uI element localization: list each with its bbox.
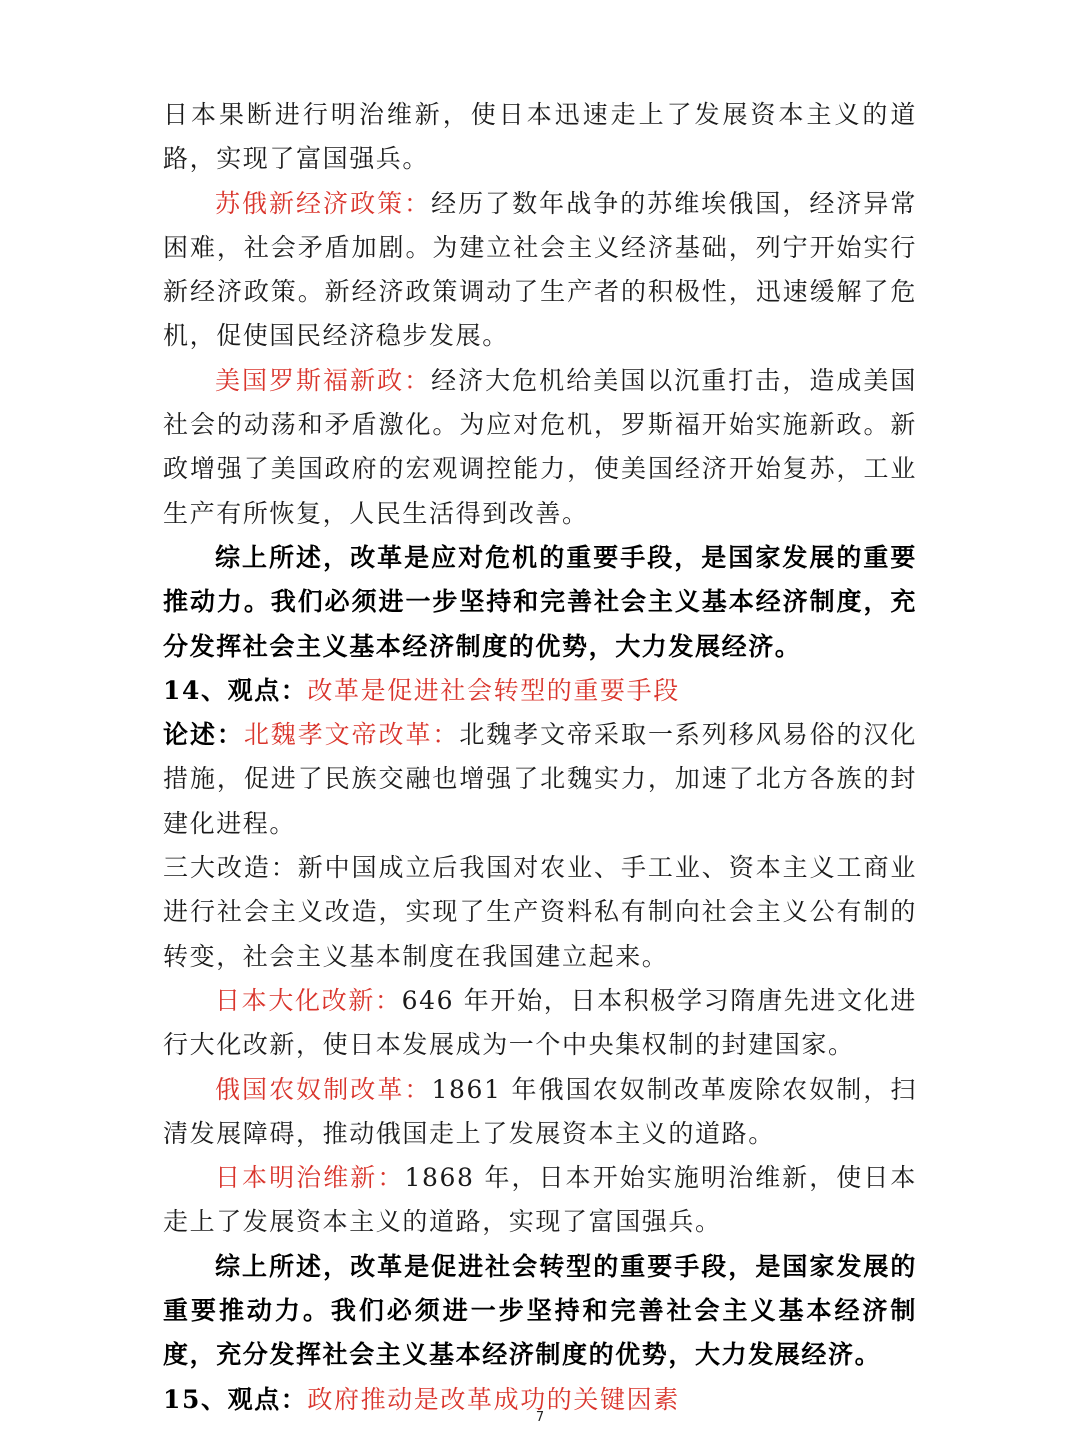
point-15-title: 政府推动是改革成功的关键因素 xyxy=(307,1384,680,1414)
section-paragraph-meiji xyxy=(163,1156,917,1245)
point-14-heading xyxy=(163,669,917,713)
lunshu-label: 论述： xyxy=(163,720,244,750)
section-paragraph-serf-reform xyxy=(163,1068,917,1157)
body-soviet-nep: 经历了数年战争的苏维埃俄国，经济异常困难，社会矛盾加剧。为建立社会主义经济基础，列宁开始实行新经济政策。新经济政策调动了生产者的积极性，迅速缓解了危机，促使国民经济稳步发展。 xyxy=(163,188,917,351)
document-body xyxy=(163,93,917,1422)
section-paragraph-soviet-nep xyxy=(163,182,917,359)
body-serf-reform: 1861 年俄国农奴制改革废除农奴制，扫清发展障碍，推动俄国走上了发展资本主义的道路。 xyxy=(163,1074,917,1148)
point-14-title: 改革是促进社会转型的重要手段 xyxy=(307,675,680,705)
body-taika: 646 年开始，日本积极学习隋唐先进文化进行大化改新，使日本发展成为一个中央集权制的封建国家。 xyxy=(163,985,918,1060)
body-xiaowen-reform: 北魏孝文帝采取一系列移风易俗的汉化措施，促进了民族交融也增强了北魏实力，加速了北方各族的封建化进程。 xyxy=(163,720,917,838)
summary-13: 综上所述，改革是应对危机的重要手段，是国家发展的重要推动力。我们必须进一步坚持和完善社会主义基本经济制度，充分发挥社会主义基本经济制度的优势，大力发展经济。 xyxy=(163,542,917,661)
page-number: 7 xyxy=(535,1410,545,1425)
intro-text: 日本果断进行明治维新，使日本迅速走上了发展资本主义的道路，实现了富国强兵。 xyxy=(163,100,917,174)
term-serf-reform: 俄国农奴制改革： xyxy=(215,1074,432,1104)
summary-14: 综上所述，改革是促进社会转型的重要手段，是国家发展的重要推动力。我们必须进一步坚持和完善社会主义基本经济制度，充分发挥社会主义基本经济制度的优势，大力发展经济。 xyxy=(163,1251,917,1370)
body-meiji: 1868 年，日本开始实施明治维新，使日本走上了发展资本主义的道路，实现了富国强兵。 xyxy=(163,1163,917,1237)
intro-paragraph xyxy=(163,93,917,182)
body-new-deal: 经济大危机给美国以沉重打击，造成美国社会的动荡和矛盾激化。为应对危机，罗斯福开始实施新政。新政增强了美国政府的宏观调控能力，使美国经济开始复苏，工业生产有所恢复，人民生活得到改善。 xyxy=(163,365,917,528)
point-14-label: 14、观点： xyxy=(163,675,308,705)
section-paragraph-taika xyxy=(163,979,917,1068)
term-soviet-nep: 苏俄新经济政策： xyxy=(215,188,432,218)
point-14-first-paragraph xyxy=(163,713,917,846)
term-xiaowen-reform: 北魏孝文帝改革： xyxy=(243,720,460,750)
term-taika: 日本大化改新： xyxy=(215,985,402,1015)
section-paragraph-new-deal xyxy=(163,359,917,536)
term-new-deal: 美国罗斯福新政： xyxy=(215,365,432,395)
point-15-label: 15、观点： xyxy=(163,1384,308,1414)
term-meiji: 日本明治维新： xyxy=(215,1163,405,1193)
point-14-three-transformations: 三大改造：新中国成立后我国对农业、手工业、资本主义工商业进行社会主义改造，实现了生产资料私有制向社会主义公有制的转变，社会主义基本制度在我国建立起来。 xyxy=(163,853,917,971)
